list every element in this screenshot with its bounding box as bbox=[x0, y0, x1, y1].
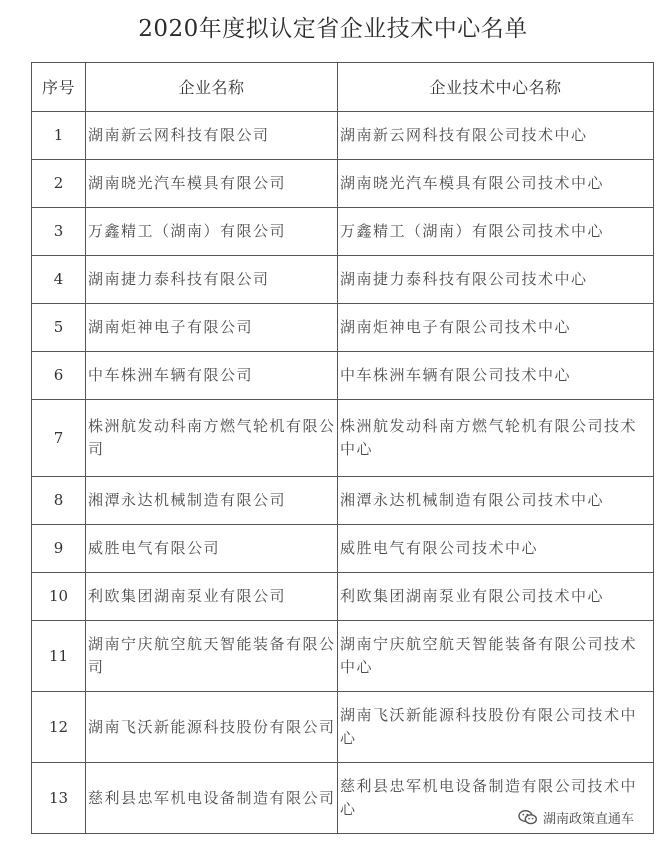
table-row bbox=[32, 352, 654, 400]
company-table bbox=[31, 62, 654, 834]
row-company: 万鑫精工（湖南）有限公司 bbox=[86, 208, 338, 256]
row-no: 10 bbox=[32, 573, 86, 621]
table-row bbox=[32, 160, 654, 208]
row-center: 湘潭永达机械制造有限公司技术中心 bbox=[338, 477, 654, 525]
row-no: 13 bbox=[32, 763, 86, 834]
watermark bbox=[515, 806, 637, 828]
row-no: 5 bbox=[32, 304, 86, 352]
row-no: 7 bbox=[32, 400, 86, 477]
table-row bbox=[32, 304, 654, 352]
table-row bbox=[32, 525, 654, 573]
row-no: 4 bbox=[32, 256, 86, 304]
row-company: 威胜电气有限公司 bbox=[86, 525, 338, 573]
row-no: 11 bbox=[32, 621, 86, 692]
row-center: 湖南捷力泰科技有限公司技术中心 bbox=[338, 256, 654, 304]
row-center: 中车株洲车辆有限公司技术中心 bbox=[338, 352, 654, 400]
row-company: 湖南捷力泰科技有限公司 bbox=[86, 256, 338, 304]
row-company: 湖南飞沃新能源科技股份有限公司 bbox=[86, 692, 338, 763]
row-company: 湘潭永达机械制造有限公司 bbox=[86, 477, 338, 525]
wechat-icon bbox=[518, 809, 538, 826]
page-title: 2020年度拟认定省企业技术中心名单 bbox=[138, 16, 528, 42]
table-row bbox=[32, 256, 654, 304]
header-company: 企业名称 bbox=[86, 63, 338, 112]
table-header-row bbox=[32, 63, 654, 112]
header-center: 企业技术中心名称 bbox=[338, 63, 654, 112]
row-center: 湖南宁庆航空航天智能装备有限公司技术中心 bbox=[338, 621, 654, 692]
table-row bbox=[32, 573, 654, 621]
header-no: 序号 bbox=[32, 63, 86, 112]
row-no: 3 bbox=[32, 208, 86, 256]
row-company: 湖南新云网科技有限公司 bbox=[86, 112, 338, 160]
row-company: 湖南炬神电子有限公司 bbox=[86, 304, 338, 352]
row-center: 株洲航发动科南方燃气轮机有限公司技术中心 bbox=[338, 400, 654, 477]
row-center: 慈利县忠军机电设备制造有限公司技术中心 bbox=[338, 763, 654, 834]
row-company: 湖南宁庆航空航天智能装备有限公司 bbox=[86, 621, 338, 692]
row-company: 中车株洲车辆有限公司 bbox=[86, 352, 338, 400]
row-center: 湖南晓光汽车模具有限公司技术中心 bbox=[338, 160, 654, 208]
row-company: 湖南晓光汽车模具有限公司 bbox=[86, 160, 338, 208]
row-center: 利欧集团湖南泵业有限公司技术中心 bbox=[338, 573, 654, 621]
row-center: 湖南飞沃新能源科技股份有限公司技术中心 bbox=[338, 692, 654, 763]
table-row bbox=[32, 621, 654, 692]
watermark-text: 湖南政策直通车 bbox=[543, 811, 635, 827]
row-no: 1 bbox=[32, 112, 86, 160]
row-center: 湖南新云网科技有限公司技术中心 bbox=[338, 112, 654, 160]
row-center: 威胜电气有限公司技术中心 bbox=[338, 525, 654, 573]
row-center: 湖南炬神电子有限公司技术中心 bbox=[338, 304, 654, 352]
row-company: 株洲航发动科南方燃气轮机有限公司 bbox=[86, 400, 338, 477]
row-center: 万鑫精工（湖南）有限公司技术中心 bbox=[338, 208, 654, 256]
row-no: 9 bbox=[32, 525, 86, 573]
row-company: 利欧集团湖南泵业有限公司 bbox=[86, 573, 338, 621]
row-no: 8 bbox=[32, 477, 86, 525]
row-company: 慈利县忠军机电设备制造有限公司 bbox=[86, 763, 338, 834]
row-no: 12 bbox=[32, 692, 86, 763]
table-row bbox=[32, 112, 654, 160]
row-no: 6 bbox=[32, 352, 86, 400]
table-row bbox=[32, 400, 654, 477]
table-row bbox=[32, 477, 654, 525]
table-row bbox=[32, 208, 654, 256]
row-no: 2 bbox=[32, 160, 86, 208]
table-row bbox=[32, 692, 654, 763]
